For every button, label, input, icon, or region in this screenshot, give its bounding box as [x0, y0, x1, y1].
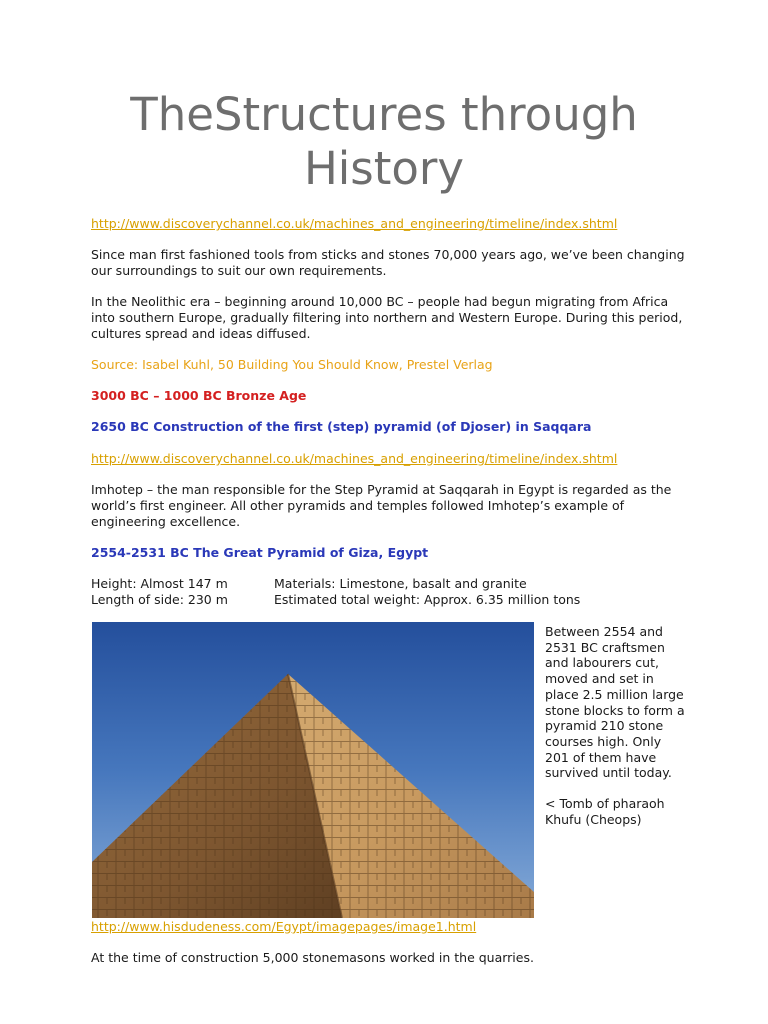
spec-length: Length of side: 230 m: [91, 592, 228, 607]
pyramid-construction-text: Between 2554 and 2531 BC craftsmen and labourers cut, moved and set in place 2.5 million large stone blocks to form a pyramid 210 stone courses high. Only 201 of them have survived until today.: [545, 624, 685, 781]
specs-materials: [274, 576, 694, 608]
imhotep-paragraph: Imhotep – the man responsible for the Step Pyramid at Saqqarah in Egypt is regarded as the world’s first engineer. All other pyramids and temples followed Imhotep’s example of engineering excellence.: [91, 482, 672, 529]
spec-materials: Materials: Limestone, basalt and granite: [274, 576, 527, 591]
spec-weight: Estimated total weight: Approx. 6.35 million tons: [274, 592, 581, 607]
source-citation: Source: Isabel Kuhl, 50 Building You Should Know, Prestel Verlag: [91, 357, 493, 372]
great-pyramid-photo: [92, 622, 534, 918]
giza-pyramid-heading: 2554-2531 BC The Great Pyramid of Giza, Egypt: [91, 545, 429, 560]
djoser-pyramid-heading: 2650 BC Construction of the first (step) pyramid (of Djoser) in Saqqara: [91, 419, 592, 434]
discovery-channel-link[interactable]: http://www.discoverychannel.co.uk/machines_and_engineering/timeline/index.shtml: [91, 216, 618, 231]
pyramid-description: [545, 624, 685, 827]
hisdudeness-link[interactable]: http://www.hisdudeness.com/Egypt/imagepages/image1.html: [91, 919, 477, 934]
pyramid-photo-caption: < Tomb of pharaoh Khufu (Cheops): [545, 796, 665, 827]
discovery-channel-link-2[interactable]: http://www.discoverychannel.co.uk/machines_and_engineering/timeline/index.shtml: [91, 451, 618, 466]
pyramid-image: [92, 622, 534, 918]
bronze-age-heading: 3000 BC – 1000 BC Bronze Age: [91, 388, 307, 403]
stonemasons-paragraph: At the time of construction 5,000 stonemasons worked in the quarries.: [91, 950, 534, 965]
page-title: TheStructures through History: [130, 88, 638, 195]
neolithic-paragraph: In the Neolithic era – beginning around 10,000 BC – people had begun migrating from Africa into southern Europe, gradually filtering into northern and Western Europe. During this period, cultures spread and ideas diffused.: [91, 294, 683, 341]
intro-paragraph: Since man first fashioned tools from sticks and stones 70,000 years ago, we’ve been changing our surroundings to suit our own requirements.: [91, 247, 685, 278]
specs-dimensions: [91, 576, 271, 608]
spec-height: Height: Almost 147 m: [91, 576, 228, 591]
